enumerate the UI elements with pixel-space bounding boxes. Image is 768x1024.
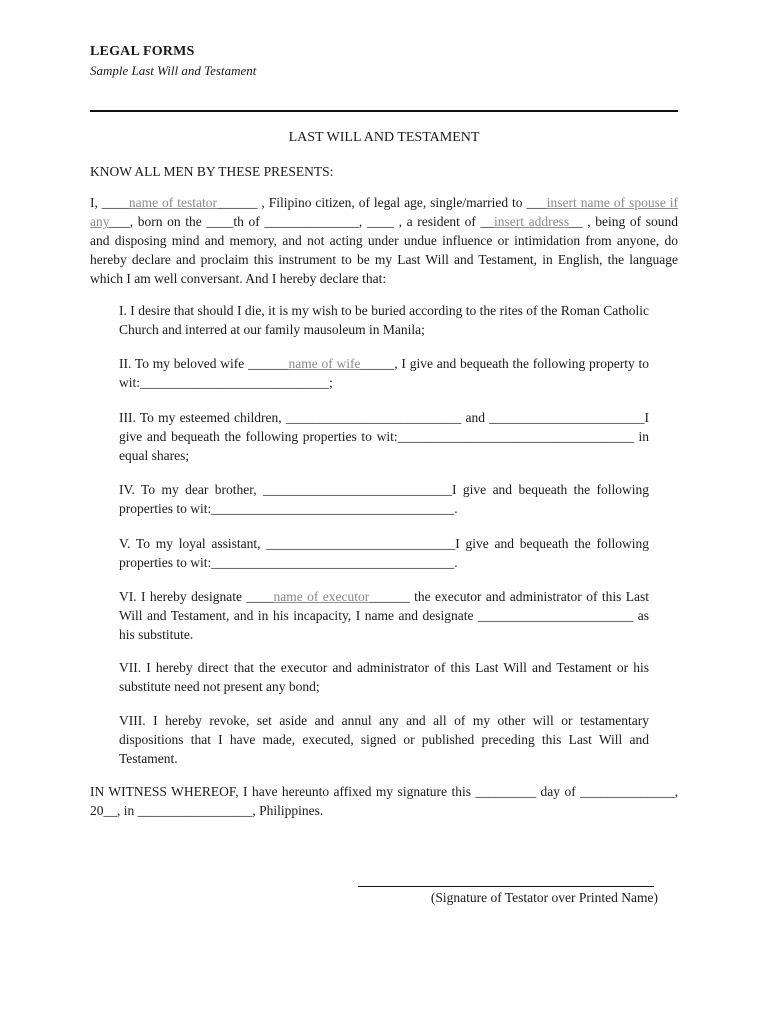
clause-7: VII. I hereby direct that the executor and administrator of this Last Will and Testament or his substitute need not present any bond; [119,660,649,694]
clause-2-text-2: _____, I give and bequeath the following property to wit:____________________________; [119,356,650,390]
clause-6-text-2: ______ the executor and administrator of this Last Will and Testament, and in his incapacity, I name and designate _______________________ as his substitute. [119,589,649,642]
intro-text-1: I, ____ [90,195,129,210]
header-title: LEGAL FORMS [90,44,195,59]
wife-name-placeholder: name of wife [288,356,361,371]
signature-caption: (Signature of Testator over Printed Name) [430,890,658,905]
executor-name-placeholder: name of executor [273,589,370,604]
intro-text-2: ______ , Filipino citizen, of legal age, single/married to ___ [216,195,547,210]
testator-name-placeholder: name of testator [128,195,217,210]
spouse-name-placeholder: insert name of spouse if any [90,195,678,229]
signature-line [358,886,654,887]
intro-text-4: __ , being of sound and disposing mind and memory, and not acting under undue influence or intimidation from anyone, do hereby declare and proclaim this instrument to be my Last Will and Testament, in English, the language which I am well conversant. And I hereby declare that: [90,214,678,286]
clause-4: IV. To my dear brother, ____________________________I give and bequeath the following properties to wit:____________________________________. [119,482,649,516]
clause-2-text-1: II. To my beloved wife ______ [119,356,289,371]
clause-6-text-1: VI. I hereby designate ____ [119,589,274,604]
clause-3: III. To my esteemed children, __________________________ and _______________________I give and bequeath the following properties to wit:___________________________________ in equal shares; [119,410,649,463]
witness-clause: IN WITNESS WHEREOF, I have hereunto affixed my signature this _________ day of ______________, 20__, in _________________, Philippines. [90,784,678,818]
clause-8: VIII. I hereby revoke, set aside and annul any and all of my other will or testamentary dispositions that I have made, executed, signed or published preceding this Last Will and Testament. [119,713,649,766]
opening-line: KNOW ALL MEN BY THESE PRESENTS: [90,164,334,179]
header-divider [90,110,678,112]
intro-paragraph [90,193,678,288]
clause-2 [119,354,649,392]
clause-6 [119,587,649,644]
intro-text-3: ___, born on the ____th of ______________, ____ , a resident of __ [109,214,494,229]
document-title: LAST WILL AND TESTAMENT [288,130,480,145]
address-placeholder: insert address [493,214,570,229]
header-subtitle: Sample Last Will and Testament [90,63,257,78]
clause-5: V. To my loyal assistant, ____________________________I give and bequeath the following properties to wit:____________________________________. [119,536,649,570]
clause-1: I. I desire that should I die, it is my wish to be buried according to the rites of the Roman Catholic Church and interred at our family mausoleum in Manila; [119,303,649,337]
